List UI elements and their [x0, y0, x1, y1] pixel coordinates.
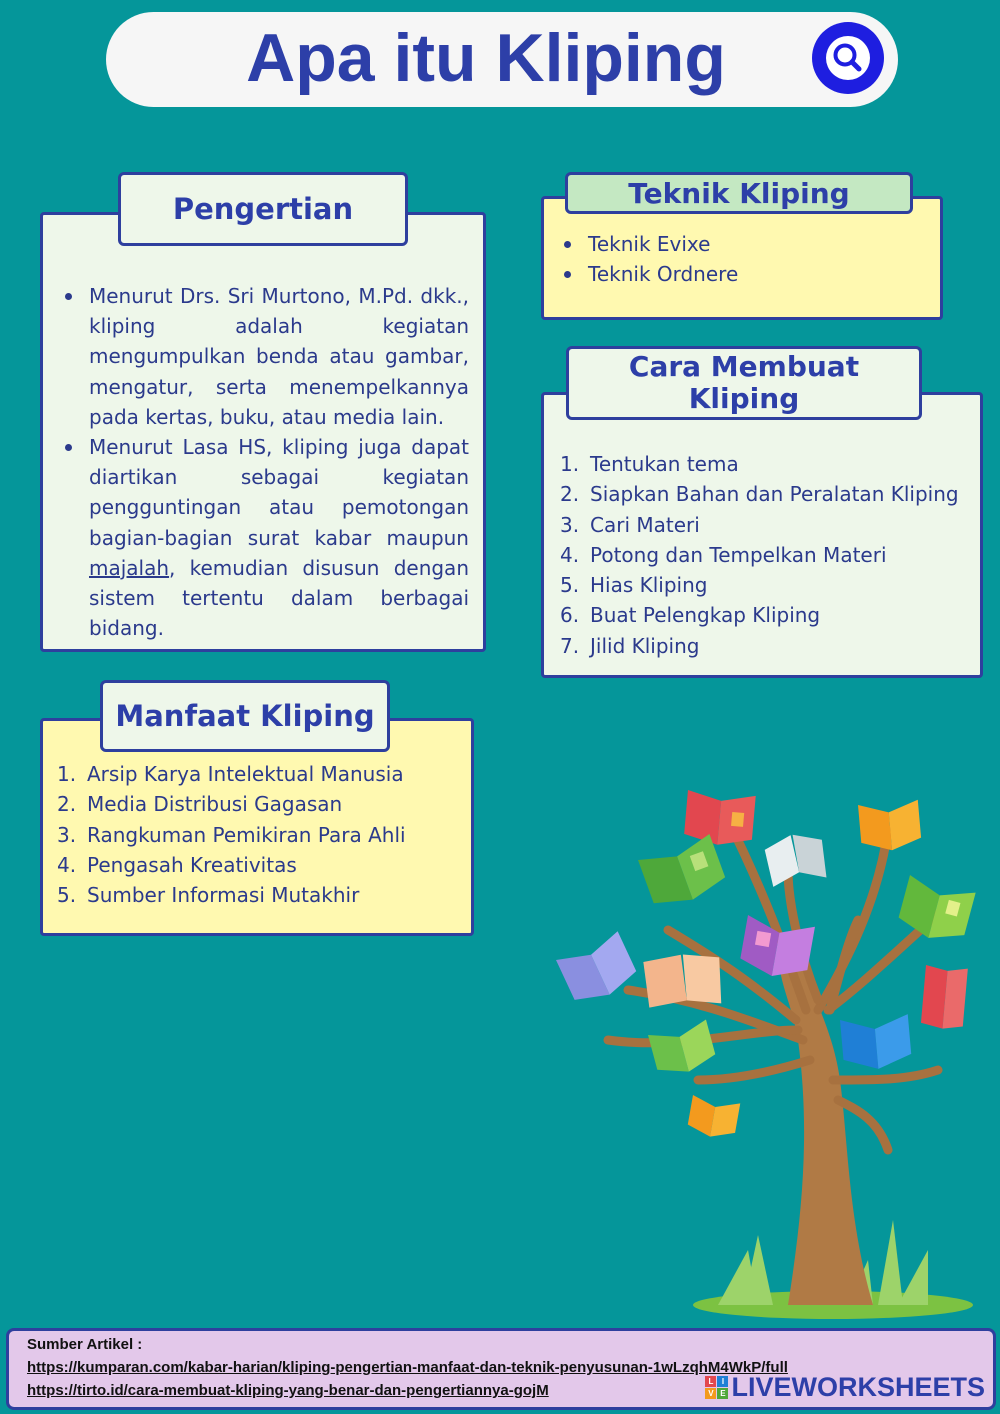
- book-peach: [643, 951, 723, 1009]
- list-item: Teknik Ordnere: [564, 259, 738, 289]
- liveworksheets-logo: [705, 1372, 985, 1403]
- list-item: 3. Rangkuman Pemikiran Para Ahli: [57, 822, 406, 847]
- list-item: 1. Tentukan tema: [560, 452, 739, 476]
- list-item: 3. Cari Materi: [560, 512, 700, 537]
- list-item: 4. Potong dan Tempelkan Materi: [560, 542, 887, 567]
- list-item: Teknik Evixe: [564, 229, 738, 259]
- source-link-2[interactable]: https://tirto.id/cara-membuat-kliping-yang-benar-dan-pengertiannya-gojM: [27, 1382, 549, 1399]
- cara-list: [560, 449, 959, 661]
- book-red-right: [921, 965, 968, 1030]
- liveworksheets-brand: LIVEWORKSHEETS: [731, 1372, 985, 1402]
- list-item: 2. Media Distribusi Gagasan: [57, 792, 343, 817]
- manfaat-heading: Manfaat Kliping: [100, 680, 390, 752]
- cara-heading: Cara Membuat Kliping: [566, 346, 922, 420]
- book-orange-top: [858, 800, 922, 853]
- teknik-card: [541, 196, 943, 320]
- book-tree-illustration: [548, 780, 988, 1325]
- pengertian-card: [40, 212, 486, 652]
- book-lavender: [556, 931, 640, 1009]
- teknik-heading: Teknik Kliping: [565, 172, 913, 214]
- manfaat-list: [57, 759, 406, 910]
- list-item: 5. Sumber Informasi Mutakhir: [57, 883, 360, 908]
- book-blue: [840, 1014, 912, 1072]
- list-item: 1. Arsip Karya Intelektual Manusia: [57, 762, 404, 786]
- footer: [6, 1328, 996, 1410]
- source-link-1[interactable]: https://kumparan.com/kabar-harian/kliping-pengertian-manfaat-dan-teknik-penyusunan-1wLzqhM4WkP/full: [27, 1359, 788, 1376]
- liveworksheets-badge: L I V E: [705, 1376, 728, 1399]
- majalah-link[interactable]: majalah: [89, 555, 170, 580]
- teknik-list: [564, 229, 738, 289]
- sources-label: Sumber Artikel :: [27, 1336, 143, 1353]
- list-item: 7. Jilid Kliping: [560, 633, 700, 658]
- list-item: Menurut Drs. Sri Murtono, M.Pd. dkk., kliping adalah kegiatan mengumpulkan benda atau gambar, mengatur, serta menempelkannya pada kertas, buku, atau media lain.: [65, 281, 469, 432]
- pengertian-heading: Pengertian: [118, 172, 408, 246]
- book-lime: [648, 1019, 718, 1079]
- book-red-top: [683, 790, 755, 848]
- list-item: 2. Siapkan Bahan dan Peralatan Kliping: [560, 482, 959, 507]
- book-green-left: [638, 834, 729, 913]
- list-item: Menurut Lasa HS, kliping juga dapat diartikan sebagai kegiatan pengguntingan atau pemotongan bagian-bagian surat kabar maupun majalah, kemudian disusun dengan sistem tertentu dalam berbagai bidang.: [65, 432, 469, 643]
- list-item: 5. Hias Kliping: [560, 573, 708, 598]
- list-item: 4. Pengasah Kreativitas: [57, 852, 297, 877]
- list-item: 6. Buat Pelengkap Kliping: [560, 603, 821, 628]
- page-title: Apa itu Kliping: [246, 20, 726, 96]
- book-white: [763, 830, 828, 887]
- title-bar: [106, 12, 898, 107]
- pengertian-list: [65, 281, 469, 643]
- book-orange-small: [686, 1095, 740, 1141]
- search-icon[interactable]: [812, 22, 884, 94]
- cara-card: [541, 392, 983, 678]
